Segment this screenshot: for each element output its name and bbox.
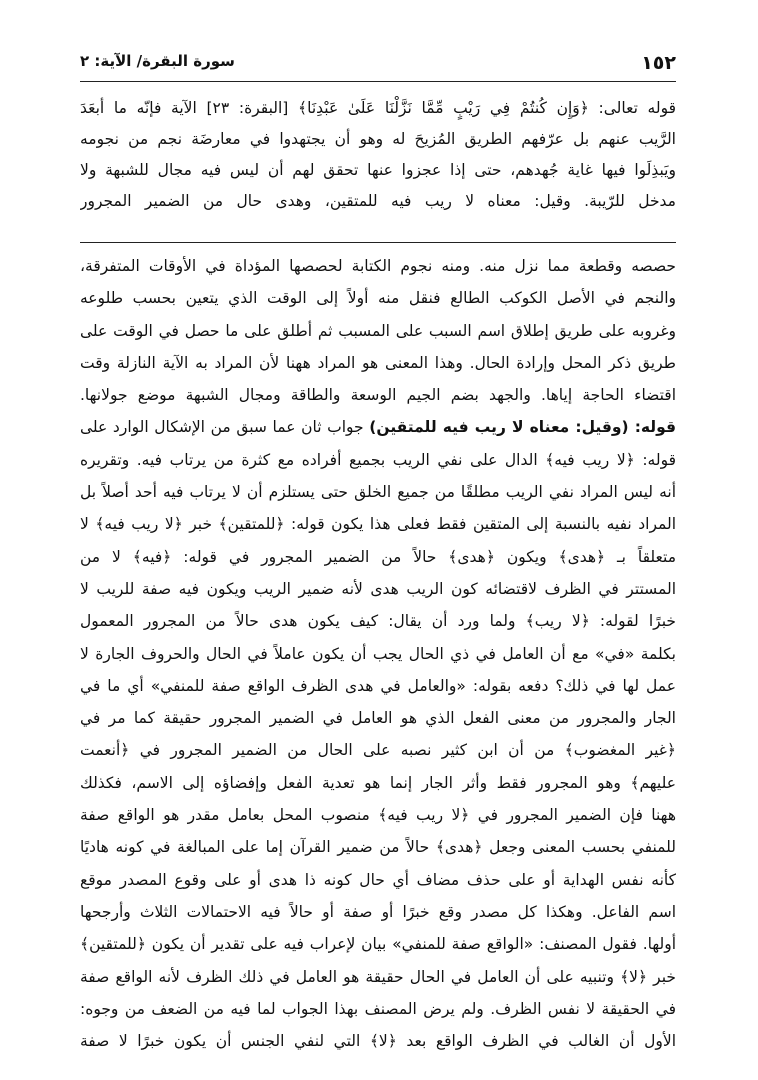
- text-line: وغروبه على طريق إطلاق اسم السبب على المسبب ثم أطلق على ما حصل في الوقت على: [80, 321, 676, 340]
- text-line: مدخل للرّيبة. وقيل: معناه لا ريب فيه للمتقين، وهدى حال من الضمير المجرور: [80, 192, 676, 210]
- text-line: [80, 411, 676, 443]
- commentary-divider: [80, 242, 676, 243]
- text-line: عمل لها في ذلك؟ دفعه بقوله: «والعامل في هدى الظرف الواقع صفة للمنفي» أي ما في: [80, 676, 676, 695]
- text-line: متعلقاً بـ ﴿هدى﴾ ويكون ﴿هدى﴾ حالاً من الضمير المجرور في قوله: ﴿فيه﴾ لا من: [80, 547, 676, 566]
- sura-reference: سورة البقرة/ الآية: ٢: [80, 52, 235, 70]
- text-line: أولها. فقول المصنف: «الواقع صفة للمنفي» بيان لإعراب فيه على تقدير أن يكون ﴿للمتقين﴾: [80, 935, 676, 954]
- text-line: الأول أن الغالب في الظرف الواقع بعد ﴿لا﴾ التي لنفي الجنس أن يكون خبرًا لا صفة: [80, 1032, 676, 1051]
- header-divider: [80, 81, 676, 82]
- text-line: الرَّيب عنهم بل عرّفهم الطريق المُزيحَ له وهو أن يجتهدوا في معارضَة نجم من نجومه: [80, 130, 676, 148]
- commentary: [80, 250, 676, 1057]
- text-line: اسم الفاعل. وهكذا كل مصدر وقع خبرًا أو صفة أو حالاً فيه الاحتمالات الثلاث وأرجحها: [80, 902, 676, 921]
- text-line: كأنه نفس الهداية أو على حذف مضاف أي حال كونه ذا هدى أو على وقوع المصدر موقع: [80, 870, 676, 889]
- text-line: في الحقيقة لا نفس الظرف. ولم يرض المصنف بهذا الجواب لما فيه من الضعف من وجوه:: [80, 999, 676, 1018]
- page-header: [80, 52, 676, 76]
- text-line: قوله تعالى: ﴿وَإِن كُنتُمْ فِي رَيْبٍ مِّمَّا نَزَّلْنَا عَلَىٰ عَبْدِنَا﴾ [البقرة: ٢٣] الآية فإنّه ما أبعَدَ: [80, 99, 676, 117]
- text-line: الجار والمجرور من معنى الفعل الذي هو العامل في الضمير المجرور حقيقة كما مر في: [80, 709, 676, 728]
- text-line: عليهم﴾ وهو المجرور فقط وأثر الجار إنما هو تعدية الفعل وإفضاؤه إلى الاسم، فكذلك: [80, 773, 676, 792]
- text-line: ههنا فإن الضمير المجرور في ﴿لا ريب فيه﴾ منصوب المحل بعامل مقدر هو الواقع صفة: [80, 806, 676, 825]
- main-text: [80, 93, 676, 217]
- lemma-heading: قوله: (وقيل: معناه لا ريب فيه للمتقين): [369, 418, 676, 437]
- text-line: طريق ذكر المحل وإرادة الحال. وهذا المعنى هو المراد ههنا لأن المراد به الآية النازلة وقت: [80, 353, 676, 372]
- text-line: المستتر في الظرف لاقتضائه كون الريب هدى لأنه ضمير الريب ويكون فيه صفة للريب لا: [80, 579, 676, 598]
- text-line: والنجم في الأصل الكوكب الطالع فنقل منه أولاً إلى الوقت الذي يتعين بحسب طلوعه: [80, 289, 676, 308]
- text-line: اقتضاء الحاجة إياها. والجهد بضم الجيم الوسعة والطاقة ومجال الشبهة موضع جولانها.: [80, 386, 676, 405]
- lemma-text: جواب ثان عما سبق من الإشكال الوارد على: [80, 418, 364, 437]
- text-line: حصصه وقطعة مما نزل منه. ومنه نجوم الكتابة لحصصها المؤداة في الأوقات المتفرقة،: [80, 257, 676, 275]
- text-line: ﴿غير المغضوب﴾ من أن ابن كثير نصبه على الحال من الضمير المجرور في ﴿أنعمت: [80, 741, 676, 760]
- text-line: خبرًا لقوله: ﴿لا ريب﴾ ولما ورد أن يقال: كيف يكون هدى حالاً من المجرور المعمول: [80, 612, 676, 631]
- text-line: للمنفي بحسب المعنى وجعل ﴿هدى﴾ حالاً من ضمير القرآن إما على المبالغة في كونه هاديًا: [80, 838, 676, 857]
- text-line: ويَبذِلَوا فيها غاية جُهدهم، حتى إذا عجزوا عنها تحقق لهم أن ليس فيه مجال للشبهة ولا: [80, 161, 676, 179]
- text-line: قوله: ﴿لا ريب فيه﴾ الدال على نفي الريب بجميع أفراده مع كثرة من يرتاب فيه. وتقريره: [80, 450, 676, 469]
- page-number: ١٥٢: [641, 52, 676, 74]
- text-line: أنه ليس المراد نفي الريب مطلقًا من جميع الخلق حتى يستلزم أن لا يرتاب فيه أحد أصلاً بل: [80, 483, 676, 502]
- text-line: المراد نفيه بالنسبة إلى المتقين فقط فعلى هذا يكون قوله: ﴿للمتقين﴾ خبر ﴿لا ريب فيه﴾ لا: [80, 515, 676, 534]
- text-line: خبر ﴿لا﴾ وتنبيه على أن العامل في الحال حقيقة هو العامل في ذلك الظرف لأنه الواقع صفة: [80, 967, 676, 986]
- text-line: بكلمة «في» مع أن العامل في ذي الحال يجب أن يكون عاملاً في الحال والحروف الجارة لا: [80, 644, 676, 663]
